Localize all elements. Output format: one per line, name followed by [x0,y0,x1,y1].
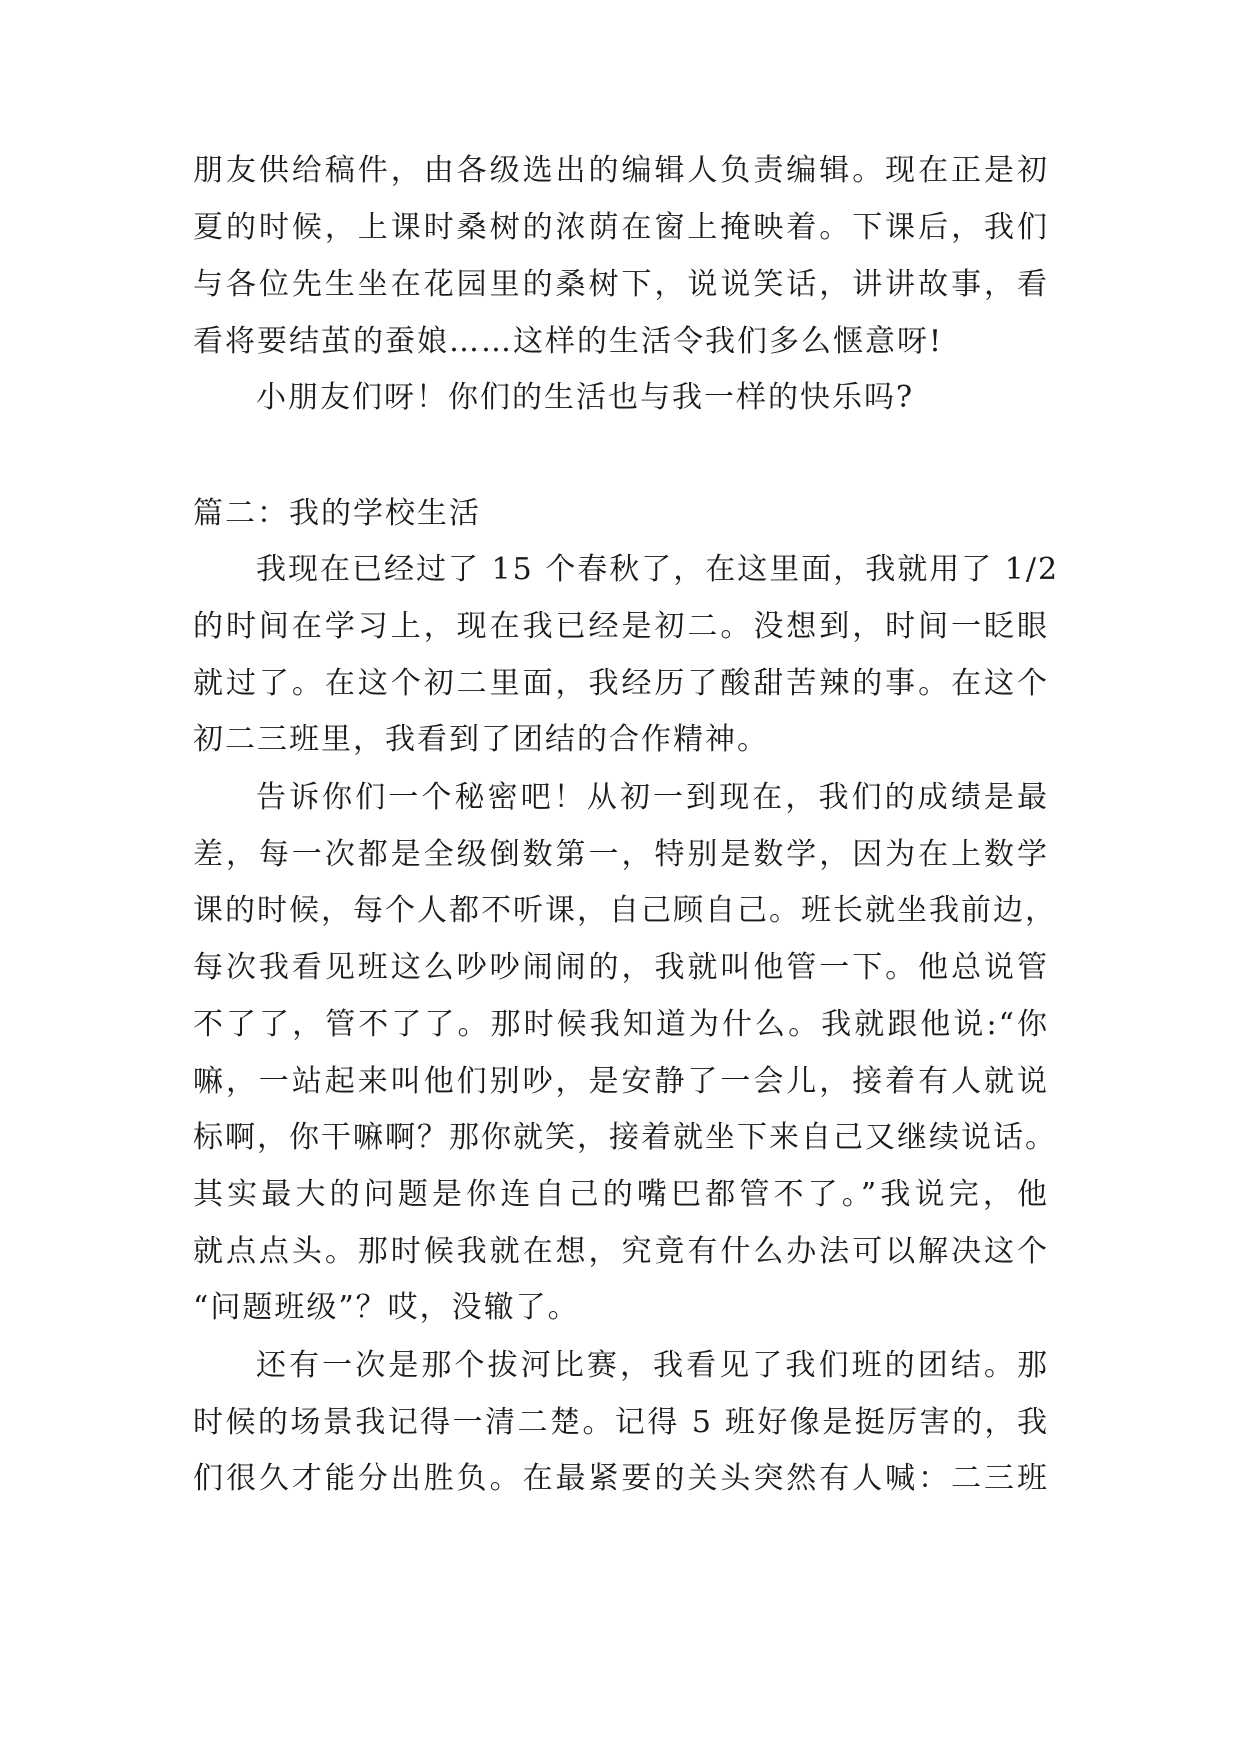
paragraph-line: 告诉你们一个秘密吧！从初一到现在，我们的成绩是最 [256,780,1049,815]
section-heading: 篇二：我的学校生活 [193,496,481,531]
paragraph-line: 课的时候，每个人都不听课，自己顾自己。班长就坐我前边， [193,893,1057,928]
paragraph-line: 小朋友们呀！你们的生活也与我一样的快乐吗? [256,380,915,415]
paragraph-line: 我现在已经过了 15 个春秋了，在这里面，我就用了 1/2 [256,552,1060,587]
paragraph-line: 与各位先生坐在花园里的桑树下，说说笑话，讲讲故事，看 [193,267,1049,302]
paragraph-line: 看将要结茧的蚕娘……这样的生活令我们多么惬意呀! [193,324,944,359]
paragraph-line: 每次我看见班这么吵吵闹闹的，我就叫他管一下。他总说管 [193,950,1049,985]
paragraph-line: “问题班级”？哎，没辙了。 [193,1290,580,1325]
paragraph-line: 时候的场景我记得一清二楚。记得 5 班好像是挺厉害的，我 [193,1405,1049,1440]
paragraph-line: 就点点头。那时候我就在想，究竟有什么办法可以解决这个 [193,1234,1049,1269]
paragraph-line: 们很久才能分出胜负。在最紧要的关头突然有人喊：二三班 [193,1461,1049,1496]
paragraph-line: 差，每一次都是全级倒数第一，特别是数学，因为在上数学 [193,837,1049,872]
paragraph-line: 其实最大的问题是你连自己的嘴巴都管不了。”我说完，他 [193,1177,1049,1212]
paragraph-line: 不了了，管不了了。那时候我知道为什么。我就跟他说:“你 [193,1007,1049,1042]
paragraph-line: 夏的时候，上课时桑树的浓荫在窗上掩映着。下课后，我们 [193,210,1049,245]
paragraph-line: 还有一次是那个拔河比赛，我看见了我们班的团结。那 [256,1348,1049,1383]
paragraph-line: 标啊，你干嘛啊？那你就笑，接着就坐下来自己又继续说话。 [193,1120,1057,1155]
paragraph-line: 就过了。在这个初二里面，我经历了酸甜苦辣的事。在这个 [193,666,1049,701]
paragraph-line: 初二三班里，我看到了团结的合作精神。 [193,722,769,757]
paragraph-line: 嘛，一站起来叫他们别吵，是安静了一会儿，接着有人就说 [193,1064,1049,1099]
paragraph-line: 的时间在学习上，现在我已经是初二。没想到，时间一眨眼 [193,609,1049,644]
paragraph-line: 朋友供给稿件，由各级选出的编辑人负责编辑。现在正是初 [193,153,1049,188]
